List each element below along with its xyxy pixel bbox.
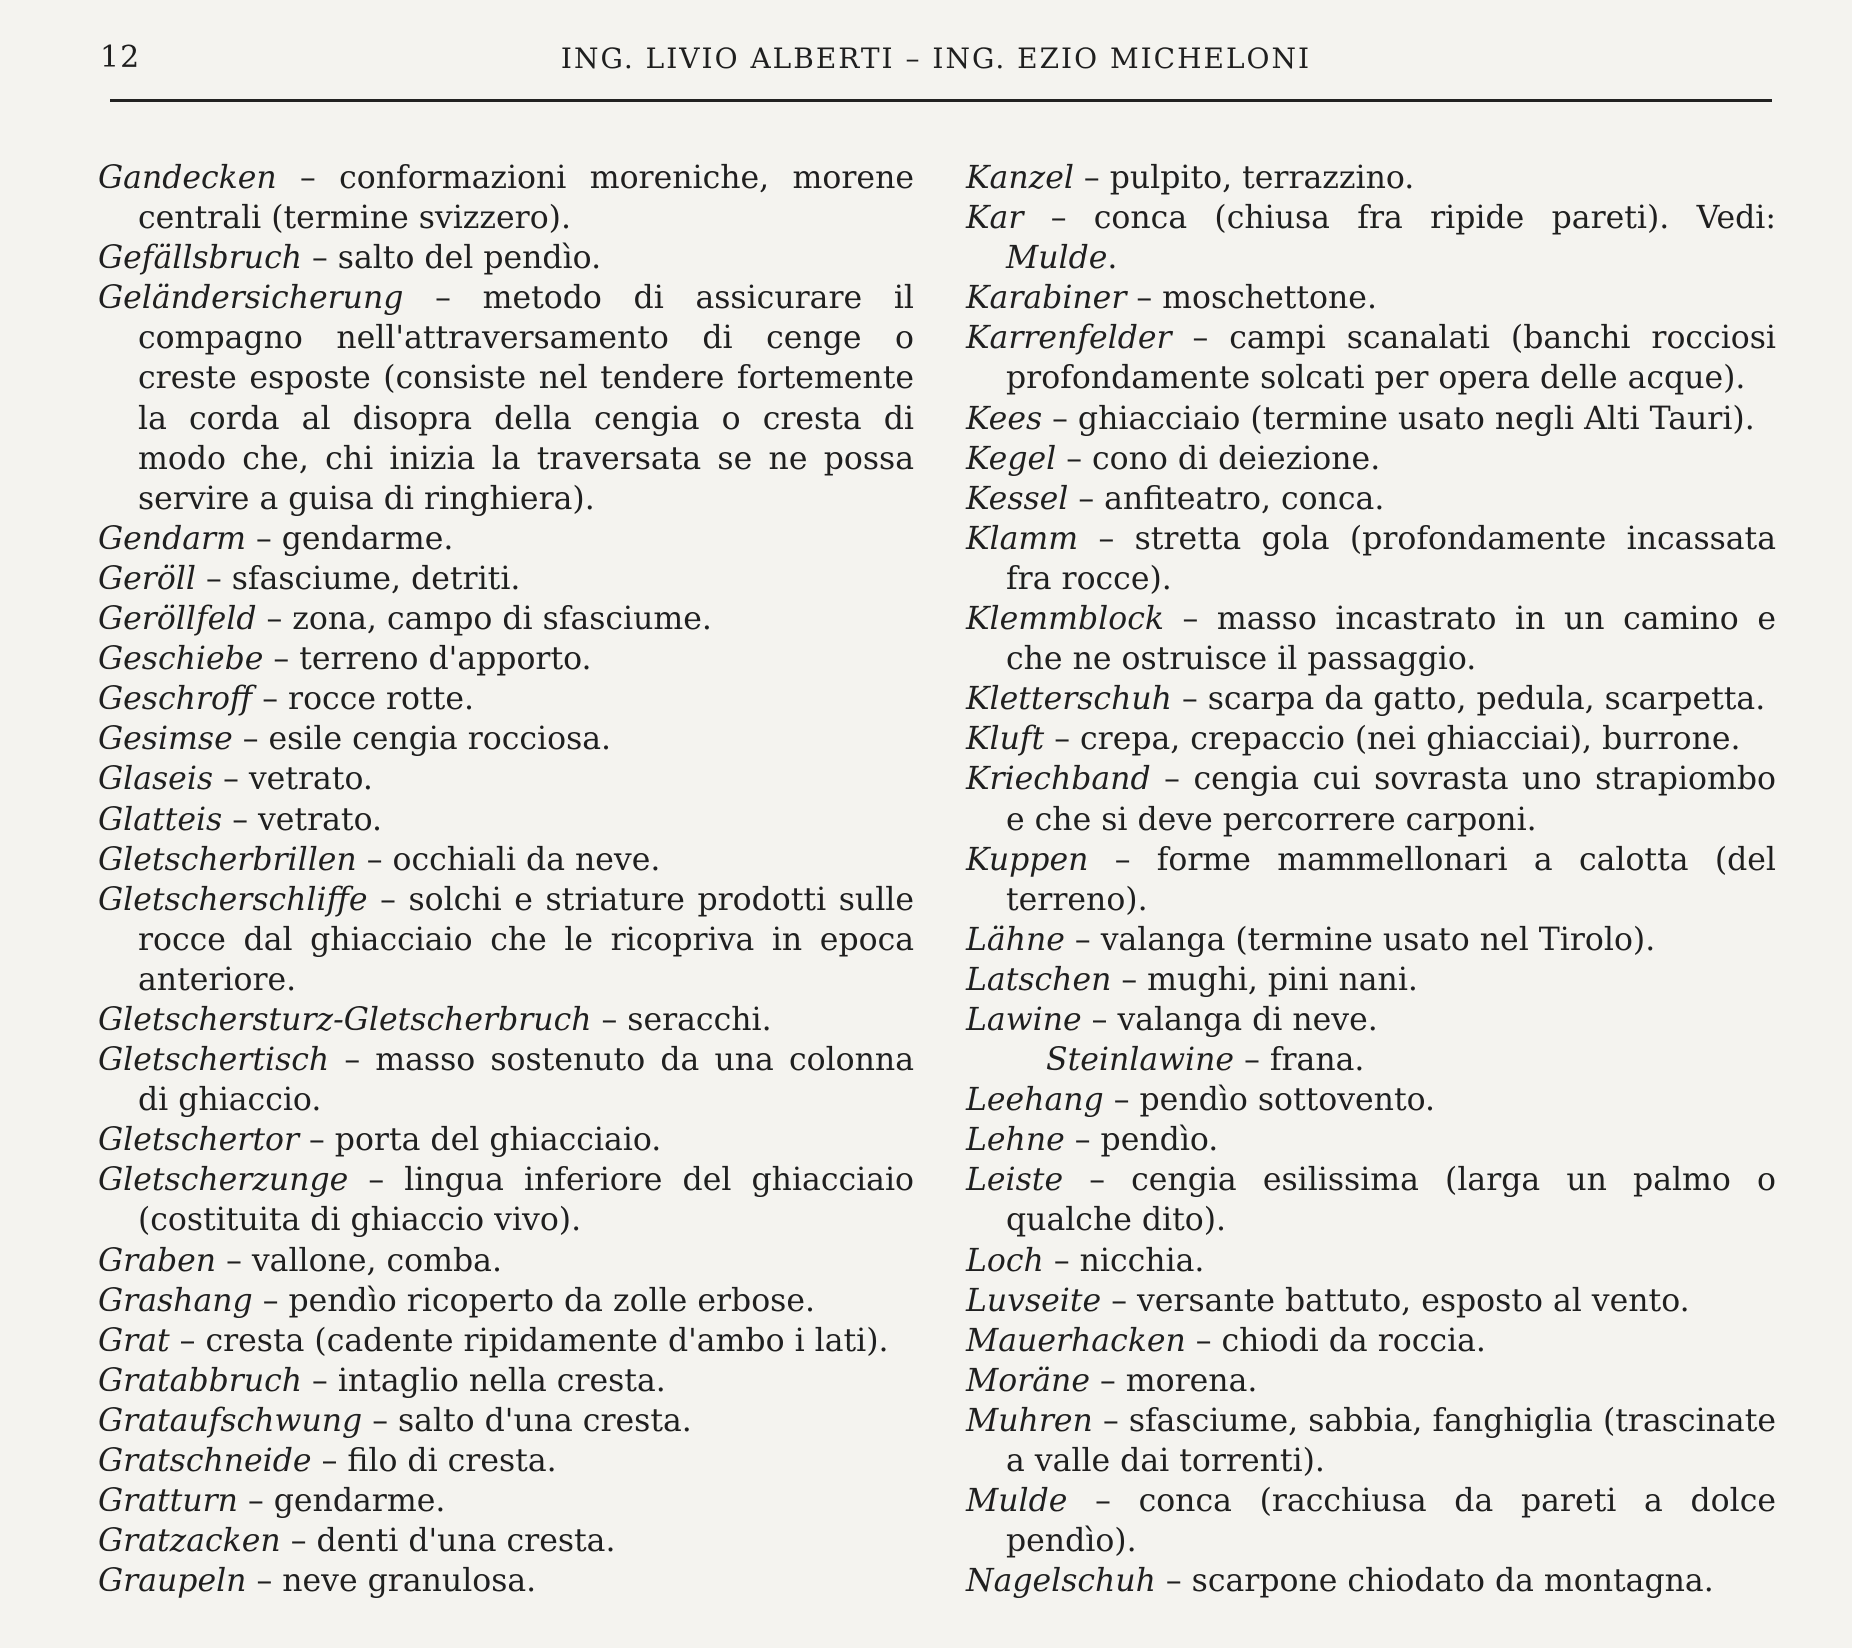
entry-term: Geröllfeld bbox=[98, 601, 257, 638]
entry-term: Geschroff bbox=[98, 681, 253, 718]
entry-term: Gratabbruch bbox=[98, 1362, 303, 1399]
glossary-entry bbox=[966, 759, 1776, 839]
glossary-entry bbox=[966, 1080, 1776, 1120]
entry-definition: – frana. bbox=[1234, 1042, 1365, 1079]
entry-term: Kuppen bbox=[966, 841, 1089, 878]
entry-term: Latschen bbox=[966, 961, 1112, 998]
entry-definition: – conformazioni moreniche, morene centrali (termine svizzero). bbox=[138, 160, 914, 237]
glossary-entry bbox=[966, 679, 1776, 719]
entry-term: Gletscherzunge bbox=[98, 1162, 349, 1199]
glossary-entry bbox=[98, 519, 914, 559]
entry-definition: – salto del pendìo. bbox=[302, 240, 602, 277]
entry-definition: – filo di cresta. bbox=[311, 1443, 557, 1479]
entry-term: Gletscherbrillen bbox=[98, 841, 357, 878]
glossary-entry bbox=[966, 158, 1776, 198]
glossary-entry bbox=[966, 920, 1776, 960]
entry-definition: – seracchi. bbox=[591, 1001, 772, 1038]
entry-definition: – morena. bbox=[1090, 1362, 1258, 1399]
entry-term: Gletschersturz-Gletscherbruch bbox=[98, 1001, 592, 1038]
entry-term: Loch bbox=[966, 1242, 1044, 1279]
glossary-entry bbox=[966, 1401, 1776, 1481]
glossary-entry bbox=[98, 1561, 914, 1601]
glossary-entry bbox=[98, 880, 914, 1000]
entry-definition: – denti d'una cresta. bbox=[280, 1523, 616, 1560]
entry-definition: – cengia esilissima (larga un palmo o qualche dito). bbox=[1006, 1162, 1776, 1239]
entry-definition: – cono di deiezione. bbox=[1056, 440, 1381, 477]
glossary-entry bbox=[966, 1040, 1776, 1080]
entry-term: Graben bbox=[98, 1242, 217, 1279]
entry-term: Glaseis bbox=[98, 761, 214, 798]
glossary-entry bbox=[966, 1361, 1776, 1401]
glossary-entry bbox=[966, 1281, 1776, 1321]
entry-definition: – anfiteatro, conca. bbox=[1068, 480, 1385, 517]
entry-term: Kletterschuh bbox=[966, 681, 1172, 718]
glossary-entry bbox=[98, 1241, 914, 1281]
entry-term: Gefällsbruch bbox=[98, 240, 302, 277]
entry-definition: – pendìo. bbox=[1064, 1122, 1219, 1159]
glossary-entry bbox=[966, 1561, 1776, 1601]
entry-definition: – pulpito, terrazzino. bbox=[1073, 160, 1415, 196]
entry-definition: – sfasciume, sabbia, fanghiglia (trascinate a valle dai torrenti). bbox=[1006, 1402, 1776, 1479]
glossary-entry bbox=[966, 399, 1776, 439]
entry-definition: – metodo di assicurare il compagno nell'attraversamento di cenge o creste esposte (consiste nel tendere fortemente la corda al disopra della cengia o cresta di modo che, chi inizia la traversata se ne possa servire a guisa di ringhiera). bbox=[138, 280, 914, 517]
glossary-entry bbox=[98, 840, 914, 880]
entry-term: Graupeln bbox=[98, 1563, 247, 1600]
entry-term: Gratturn bbox=[98, 1483, 238, 1520]
entry-term: Kriechband bbox=[966, 761, 1151, 798]
entry-definition: – lingua inferiore del ghiacciaio (costituita di ghiaccio vivo). bbox=[138, 1162, 914, 1239]
glossary-entry bbox=[98, 1401, 914, 1441]
entry-definition: – conca (racchiusa da pareti a dolce pendìo). bbox=[1006, 1483, 1776, 1560]
entry-definition: – masso sostenuto da una colonna di ghiaccio. bbox=[138, 1042, 914, 1119]
entry-definition: – scarpa da gatto, pedula, scarpetta. bbox=[1171, 681, 1766, 718]
glossary-entry bbox=[966, 1241, 1776, 1281]
entry-definition: – neve granulosa. bbox=[246, 1563, 537, 1600]
glossary-entry bbox=[98, 679, 914, 719]
glossary-entry bbox=[966, 439, 1776, 479]
entry-term: Kessel bbox=[966, 480, 1069, 517]
glossary-column-right bbox=[966, 158, 1776, 1601]
page-header bbox=[100, 40, 1772, 80]
entry-term: Leehang bbox=[966, 1082, 1104, 1119]
entry-definition: – campi scanalati (banchi rocciosi profondamente solcati per opera delle acque). bbox=[1006, 320, 1776, 397]
entry-term: Lawine bbox=[966, 1001, 1082, 1038]
glossary-entry bbox=[966, 960, 1776, 1000]
entry-term: Geländersicherung bbox=[98, 280, 404, 317]
glossary-entry bbox=[98, 1521, 914, 1561]
entry-term: Karrenfelder bbox=[966, 320, 1172, 357]
entry-term: Nagelschuh bbox=[966, 1563, 1156, 1600]
entry-definition: – vetrato. bbox=[222, 801, 383, 838]
entry-term: Kegel bbox=[966, 440, 1057, 477]
entry-definition: – nicchia. bbox=[1043, 1242, 1205, 1279]
glossary-entry bbox=[966, 840, 1776, 920]
entry-term: Gletschertisch bbox=[98, 1042, 330, 1079]
entry-term: Lehne bbox=[966, 1122, 1065, 1159]
entry-definition: – intaglio nella cresta. bbox=[302, 1362, 666, 1399]
entry-definition: – valanga di neve. bbox=[1081, 1001, 1378, 1038]
glossary-entry bbox=[966, 719, 1776, 759]
entry-definition: – occhiali da neve. bbox=[356, 841, 661, 878]
entry-term: Steinlawine bbox=[1046, 1042, 1235, 1079]
glossary-entry bbox=[966, 278, 1776, 318]
entry-definition: – conca (chiusa fra ripide pareti). Vedi: bbox=[1023, 200, 1776, 237]
glossary-entry bbox=[98, 1441, 914, 1481]
entry-term: Moräne bbox=[966, 1362, 1090, 1399]
glossary-entry bbox=[98, 1361, 914, 1401]
entry-term: Klamm bbox=[966, 520, 1079, 557]
entry-definition: – rocce rotte. bbox=[252, 681, 474, 718]
entry-term: Karabiner bbox=[966, 280, 1127, 317]
glossary-entry bbox=[98, 1040, 914, 1120]
entry-term: Gesimse bbox=[98, 721, 233, 758]
entry-term: Kar bbox=[966, 200, 1024, 237]
entry-term: Grashang bbox=[98, 1282, 253, 1319]
entry-definition: – cengia cui sovrasta uno strapiombo e che si deve percorrere carponi. bbox=[1006, 761, 1776, 838]
entry-definition: – salto d'una cresta. bbox=[362, 1402, 692, 1439]
glossary-entry bbox=[966, 1321, 1776, 1361]
entry-definition: – stretta gola (profondamente incassata fra rocce). bbox=[1006, 520, 1776, 597]
entry-definition: – moschettone. bbox=[1126, 280, 1377, 317]
entry-term: Muhren bbox=[966, 1402, 1093, 1439]
entry-definition: – gendarme. bbox=[245, 520, 454, 557]
glossary-entry bbox=[966, 318, 1776, 398]
running-head: ING. LIVIO ALBERTI – ING. EZIO MICHELONI bbox=[560, 42, 1312, 75]
entry-definition: – scarpone chiodato da montagna. bbox=[1155, 1563, 1714, 1600]
entry-definition: – crepa, crepaccio (nei ghiacciai), burrone. bbox=[1044, 721, 1741, 758]
glossary-entry bbox=[98, 1281, 914, 1321]
entry-term: Kluft bbox=[966, 721, 1045, 758]
entry-term: Luvseite bbox=[966, 1282, 1102, 1319]
glossary-entry bbox=[966, 1000, 1776, 1040]
entry-term: Geschiebe bbox=[98, 641, 264, 678]
entry-term: Mulde bbox=[966, 1483, 1068, 1520]
glossary-entry bbox=[966, 519, 1776, 599]
glossary-entry bbox=[98, 559, 914, 599]
entry-term: Kanzel bbox=[966, 160, 1074, 196]
glossary-entry bbox=[98, 278, 914, 519]
entry-definition: – terreno d'apporto. bbox=[263, 641, 592, 678]
glossary-entry bbox=[966, 1160, 1776, 1240]
glossary-entry bbox=[98, 1120, 914, 1160]
entry-definition: – vetrato. bbox=[213, 761, 373, 798]
glossary-entry bbox=[98, 719, 914, 759]
entry-definition: – valanga (termine usato nel Tirolo). bbox=[1064, 921, 1656, 958]
glossary-entry bbox=[98, 1000, 914, 1040]
entry-term: Gendarm bbox=[98, 520, 246, 557]
glossary-entry bbox=[966, 198, 1776, 278]
entry-term: Geröll bbox=[98, 560, 196, 597]
entry-definition: – gendarme. bbox=[237, 1483, 446, 1520]
entry-term: Glatteis bbox=[98, 801, 223, 838]
entry-definition: – porta del ghiacciaio. bbox=[299, 1122, 662, 1159]
glossary-entry bbox=[98, 1321, 914, 1361]
entry-definition: – cresta (cadente ripidamente d'ambo i lati). bbox=[169, 1322, 889, 1359]
entry-definition: – zona, campo di sfasciume. bbox=[256, 601, 712, 638]
glossary-entry bbox=[966, 599, 1776, 679]
glossary-entry bbox=[98, 1160, 914, 1240]
entry-term: Grataufschwung bbox=[98, 1402, 363, 1439]
entry-definition: – ghiacciaio (termine usato negli Alti Tauri). bbox=[1042, 400, 1755, 437]
glossary-entry bbox=[966, 1120, 1776, 1160]
entry-term: Grat bbox=[98, 1322, 170, 1359]
entry-definition: – mughi, pini nani. bbox=[1111, 961, 1418, 998]
entry-term: Leiste bbox=[966, 1162, 1064, 1199]
glossary-entry bbox=[98, 1481, 914, 1521]
entry-definition: – pendìo ricoperto da zolle erbose. bbox=[252, 1282, 815, 1319]
entry-punctuation: . bbox=[1107, 240, 1118, 277]
glossary-entry bbox=[98, 158, 914, 238]
entry-definition: – vallone, comba. bbox=[216, 1242, 502, 1279]
header-rule bbox=[110, 99, 1772, 102]
glossary-entry bbox=[98, 759, 914, 799]
glossary-column-left bbox=[98, 158, 914, 1601]
entry-term: Lähne bbox=[966, 921, 1065, 958]
entry-term: Gletschertor bbox=[98, 1122, 300, 1159]
entry-term: Mauerhacken bbox=[966, 1322, 1186, 1359]
entry-term: Klemmblock bbox=[966, 601, 1164, 638]
entry-term: Gratschneide bbox=[98, 1443, 312, 1479]
page-number: 12 bbox=[100, 40, 141, 75]
entry-cross-reference: Mulde bbox=[1006, 240, 1108, 277]
entry-definition: – chiodi da roccia. bbox=[1185, 1322, 1486, 1359]
glossary-entry bbox=[966, 1481, 1776, 1561]
entry-definition: – solchi e striature prodotti sulle rocce dal ghiacciaio che le ricopriva in epoca anteriore. bbox=[138, 881, 914, 998]
glossary-entry bbox=[98, 238, 914, 278]
entry-term: Gandecken bbox=[98, 160, 277, 196]
entry-term: Gletscherschliffe bbox=[98, 881, 368, 918]
glossary-entry bbox=[966, 479, 1776, 519]
glossary-entry bbox=[98, 639, 914, 679]
glossary-entry bbox=[98, 800, 914, 840]
entry-definition: – masso incastrato in un camino e che ne ostruisce il passaggio. bbox=[1006, 601, 1776, 678]
entry-definition: – pendìo sottovento. bbox=[1103, 1082, 1436, 1119]
entry-term: Gratzacken bbox=[98, 1523, 281, 1560]
glossary-entry bbox=[98, 599, 914, 639]
entry-definition: – esile cengia rocciosa. bbox=[232, 721, 612, 758]
entry-definition: – sfasciume, detriti. bbox=[195, 560, 521, 597]
entry-definition: – versante battuto, esposto al vento. bbox=[1101, 1282, 1690, 1319]
entry-term: Kees bbox=[966, 400, 1043, 437]
entry-definition: – forme mammellonari a calotta (del terreno). bbox=[1006, 841, 1776, 918]
